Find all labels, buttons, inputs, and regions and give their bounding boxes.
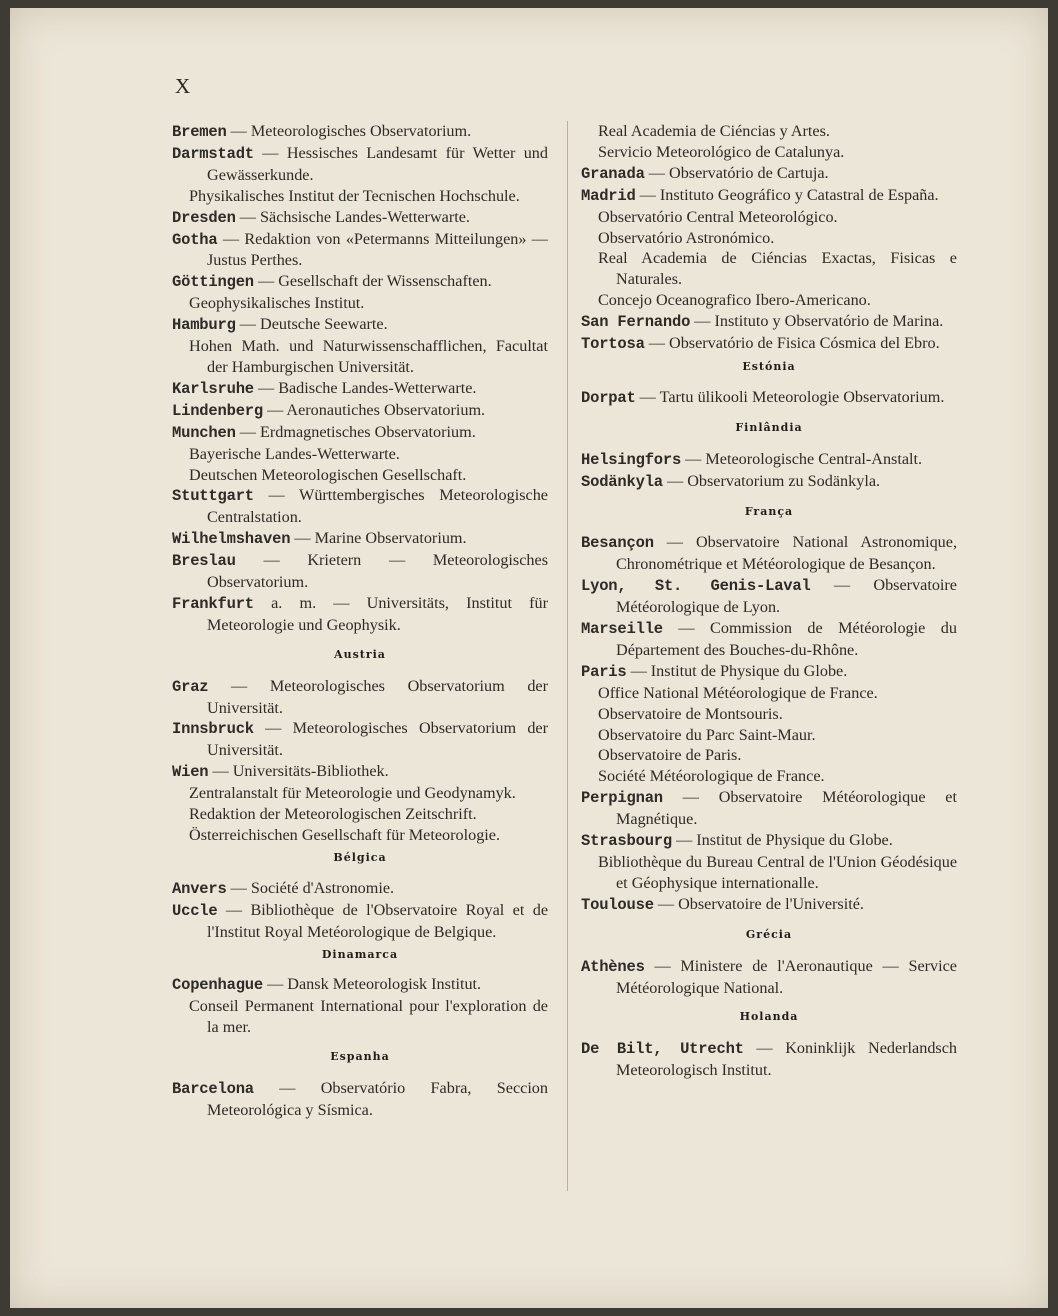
sub-entry: Observatoire de Montsouris.	[598, 704, 783, 723]
sub-entry: Concejo Oceanografico Ibero-Americano.	[598, 291, 871, 310]
city-name: De Bilt, Utrecht	[581, 1040, 744, 1059]
directory-entry	[172, 718, 548, 761]
institution-text: — Observatoire National Astronomique, Chronométrique et Météorologique de Besançon.	[616, 533, 957, 574]
country-heading: Holanda	[739, 1010, 799, 1024]
directory-entry	[581, 661, 957, 683]
right-column	[581, 121, 957, 1081]
city-name: Hamburg	[172, 316, 236, 335]
institution-text: — Hessisches Landesamt für Wetter und Gewässerkunde.	[207, 143, 548, 184]
directory-entry	[172, 878, 548, 900]
institution-text: — Observatoire de l'Université.	[653, 894, 864, 913]
directory-entry	[581, 185, 957, 207]
institution-text: — Universitäts-Bibliothek.	[208, 762, 389, 781]
directory-entry	[172, 974, 548, 996]
column-divider	[567, 121, 568, 1191]
directory-entry	[172, 121, 548, 143]
directory-entry	[581, 894, 957, 916]
city-name: Wilhelmshaven	[172, 530, 291, 549]
sub-entry: Observatório Central Meteorológico.	[598, 207, 838, 226]
country-heading: Dinamarca	[321, 947, 399, 961]
city-name: Strasbourg	[581, 832, 673, 851]
city-name: Munchen	[172, 423, 236, 442]
city-name: Uccle	[172, 901, 218, 920]
directory-entry	[172, 1078, 548, 1121]
country-heading: Espanha	[330, 1050, 390, 1064]
directory-entry	[172, 593, 548, 636]
directory-entry	[172, 143, 548, 186]
institution-text: — Koninklijk Nederlandsch Meteorologisch Institut.	[616, 1039, 958, 1080]
directory-entry	[172, 207, 548, 229]
institution-text: — Gesellschaft der Wissenschaften.	[253, 272, 492, 291]
city-name: Besançon	[581, 534, 654, 553]
sub-entry: Redaktion der Meteorologischen Zeitschrift.	[189, 805, 477, 824]
directory-entry	[581, 311, 957, 333]
city-name: Toulouse	[581, 895, 654, 914]
city-name: Marseille	[581, 620, 663, 639]
institution-text: — Marine Observatorium.	[290, 529, 467, 548]
city-name: Tortosa	[581, 335, 645, 354]
institution-text: — Institut de Physique du Globe.	[626, 661, 848, 680]
sub-entry: Bibliothèque du Bureau Central de l'Union Géodésique et Géophysique internationalle.	[598, 853, 957, 892]
sub-entry: Hohen Math. und Naturwissenschafflichen, Facultat der Hamburgischen Universität.	[189, 337, 548, 376]
directory-entry	[172, 550, 548, 593]
country-heading: Austria	[334, 647, 386, 661]
institution-text: — Observatório de Fisica Cósmica del Ebro.	[644, 334, 940, 353]
directory-entry	[581, 956, 957, 999]
sub-entry: Servicio Meteorológico de Catalunya.	[598, 142, 845, 161]
directory-entry	[172, 314, 548, 336]
directory-entry	[581, 1038, 957, 1081]
sub-entry: Deutschen Meteorologischen Gesellschaft.	[189, 465, 467, 484]
city-name: Innsbruck	[172, 720, 254, 739]
city-name: Helsingfors	[581, 450, 682, 469]
sub-entry: Société Météorologique de France.	[598, 767, 825, 786]
directory-entry	[172, 229, 548, 272]
sub-entry: Observatoire de Paris.	[598, 746, 742, 765]
country-heading: Bélgica	[333, 850, 387, 864]
city-name: Karlsruhe	[172, 379, 254, 398]
institution-text: — Krietern — Meteorologisches Observatorium.	[207, 551, 548, 592]
city-name: Paris	[581, 662, 627, 681]
institution-text: — Instituto Geográfico y Catastral de España.	[635, 185, 939, 204]
city-name: San Fernando	[581, 313, 691, 332]
institution-text: — Observatoire Météorologique de Lyon.	[616, 576, 957, 617]
institution-text: — Redaktion von «Petermanns Mitteilungen» — Justus Perthes.	[207, 229, 548, 270]
institution-text: — Observatório de Cartuja.	[644, 163, 829, 182]
city-name: Darmstadt	[172, 144, 254, 163]
sub-entry: Österreichischen Gesellschaft für Meteorologie.	[189, 826, 501, 844]
directory-entry	[581, 387, 957, 409]
city-name: Gotha	[172, 230, 218, 249]
directory-entry	[172, 271, 548, 293]
directory-entry	[172, 676, 548, 719]
city-name: Sodänkyla	[581, 472, 663, 491]
institution-text: — Tartu ülikooli Meteorologie Observatorium.	[635, 387, 945, 406]
page-number: X	[175, 74, 191, 98]
sub-entry: Office National Météorologique de France.	[598, 683, 878, 702]
city-name: Perpignan	[581, 789, 663, 808]
city-name: Copenhague	[172, 976, 264, 995]
sub-entry: Observatoire du Parc Saint-Maur.	[598, 725, 816, 744]
sub-entry: Bayerische Landes-Wetterwarte.	[189, 444, 400, 463]
sub-entry: Observatório Astronómico.	[598, 228, 775, 247]
city-name: Athènes	[581, 957, 645, 976]
institution-text: a. m. — Universitäts, Institut für Meteorologie und Geophysik.	[207, 593, 548, 634]
institution-text: — Württembergisches Meteorologische Centralstation.	[207, 486, 548, 527]
country-heading: Finlândia	[735, 420, 803, 434]
directory-entry	[581, 830, 957, 852]
city-name: Lyon, St. Genis-Laval	[581, 577, 811, 596]
city-name: Graz	[172, 677, 209, 696]
sub-entry: Geophysikalisches Institut.	[189, 294, 365, 313]
directory-entry	[581, 532, 957, 575]
institution-text: — Erdmagnetisches Observatorium.	[235, 422, 476, 441]
city-name: Breslau	[172, 552, 236, 571]
directory-entry	[581, 163, 957, 185]
institution-text: — Meteorologisches Observatorium der Universität.	[207, 676, 548, 717]
sub-entry: Real Academia de Ciéncias y Artes.	[598, 122, 830, 140]
city-name: Granada	[581, 164, 645, 183]
city-name: Frankfurt	[172, 594, 254, 613]
institution-text: — Sächsische Landes-Wetterwarte.	[235, 207, 470, 226]
city-name: Dorpat	[581, 388, 636, 407]
institution-text: — Deutsche Seewarte.	[235, 315, 388, 334]
city-name: Bremen	[172, 123, 227, 141]
institution-text: — Observatório Fabra, Seccion Meteorológica y Sísmica.	[207, 1079, 548, 1119]
directory-entry	[581, 449, 957, 471]
directory-entry	[172, 422, 548, 444]
directory-entry	[581, 618, 957, 661]
sub-entry: Zentralanstalt für Meteorologie und Geodynamyk.	[189, 784, 516, 803]
institution-text: — Meteorologisches Observatorium der Universität.	[207, 719, 548, 760]
sub-entry: Physikalisches Institut der Tecnischen Hochschule.	[189, 186, 520, 205]
city-name: Lindenberg	[172, 401, 264, 420]
city-name: Göttingen	[172, 273, 254, 292]
directory-entry	[172, 378, 548, 400]
institution-text: — Observatorium zu Sodänkyla.	[662, 471, 881, 490]
institution-text: — Badische Landes-Wetterwarte.	[253, 378, 477, 397]
sub-entry: Conseil Permanent International pour l'exploration de la mer.	[189, 997, 548, 1037]
city-name: Stuttgart	[172, 487, 254, 506]
country-heading: Estónia	[742, 359, 796, 373]
institution-text: — Aeronautiches Observatorium.	[263, 400, 486, 419]
directory-entry	[581, 471, 957, 493]
institution-text: — Commission de Météorologie du Département des Bouches-du-Rhône.	[616, 619, 957, 659]
directory-entry	[172, 485, 548, 528]
directory-entry	[581, 575, 957, 618]
institution-text: — Ministere de l'Aeronautique — Service Météorologique National.	[616, 956, 957, 997]
directory-entry	[172, 400, 548, 422]
institution-text: — Société d'Astronomie.	[226, 878, 395, 897]
city-name: Madrid	[581, 186, 636, 205]
institution-text: — Dansk Meteorologisk Institut.	[263, 975, 482, 994]
institution-text: — Instituto y Observatório de Marina.	[690, 312, 944, 331]
country-heading: França	[744, 504, 794, 518]
city-name: Anvers	[172, 879, 227, 898]
institution-text: — Institut de Physique du Globe.	[672, 831, 893, 850]
city-name: Dresden	[172, 208, 236, 227]
left-column	[172, 121, 548, 1121]
country-heading: Grécia	[745, 927, 793, 941]
directory-entry	[172, 900, 548, 943]
sub-entry: Real Academia de Ciéncias Exactas, Fisicas e Naturales.	[598, 249, 957, 289]
directory-entry	[581, 333, 957, 355]
city-name: Barcelona	[172, 1080, 254, 1099]
institution-text: — Meteorologische Central-Anstalt.	[681, 449, 923, 468]
institution-text: — Bibliothèque de l'Observatoire Royal et de l'Institut Royal Metéorologique de Belgique.	[207, 900, 548, 941]
book-page	[10, 8, 1048, 1308]
directory-entry	[581, 787, 957, 830]
directory-entry	[172, 528, 548, 550]
directory-entry	[172, 761, 548, 783]
institution-text: — Observatoire Météorologique et Magnétique.	[616, 788, 957, 829]
institution-text: — Meteorologisches Observatorium.	[226, 122, 472, 140]
city-name: Wien	[172, 763, 209, 782]
